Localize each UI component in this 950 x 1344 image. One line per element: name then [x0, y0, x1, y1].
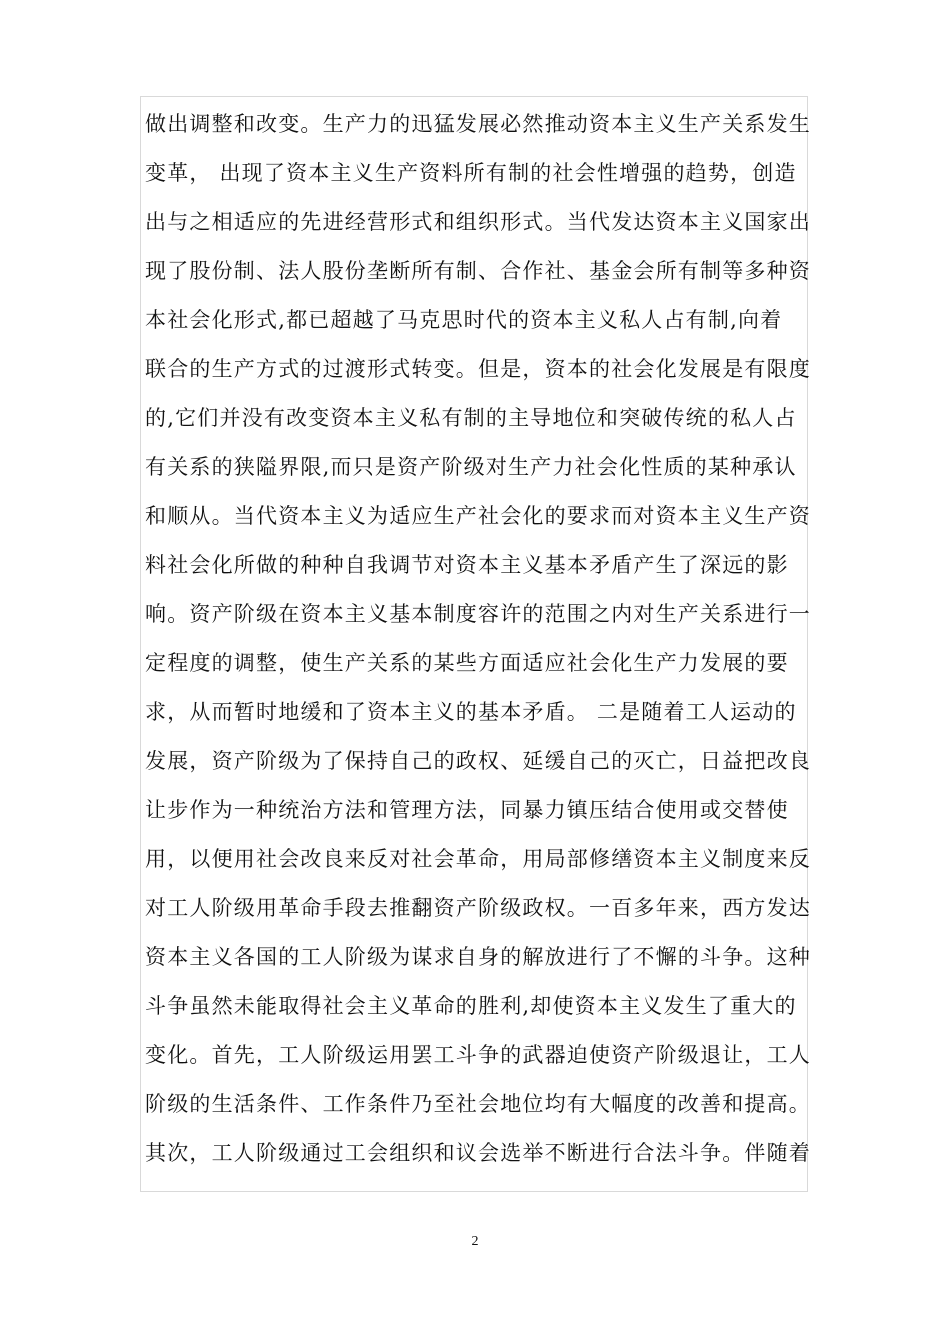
text-line: 斗争虽然未能取得社会主义革命的胜利,却使资本主义发生了重大的 [145, 994, 797, 1018]
text-line: 其次，工人阶级通过工会组织和议会选举不断进行合法斗争。伴随着 [145, 1141, 811, 1165]
text-line: 定程度的调整，使生产关系的某些方面适应社会化生产力发展的要 [145, 651, 789, 675]
text-line: 做出调整和改变。生产力的迅猛发展必然推动资本主义生产关系发生 [145, 112, 811, 136]
text-line: 和顺从。当代资本主义为适应生产社会化的要求而对资本主义生产资 [145, 504, 811, 528]
text-line: 资本主义各国的工人阶级为谋求自身的解放进行了不懈的斗争。这种 [145, 945, 811, 969]
text-line: 出与之相适应的先进经营形式和组织形式。当代发达资本主义国家出 [145, 210, 811, 234]
text-line: 变革， 出现了资本主义生产资料所有制的社会性增强的趋势，创造 [145, 161, 797, 185]
text-line: 用，以便用社会改良来反对社会革命，用局部修缮资本主义制度来反 [145, 847, 811, 871]
text-line: 求，从而暂时地缓和了资本主义的基本矛盾。 二是随着工人运动的 [145, 700, 797, 724]
text-line: 发展，资产阶级为了保持自己的政权、延缓自己的灭亡，日益把改良 [145, 749, 811, 773]
page-number: 2 [471, 1234, 479, 1249]
text-line: 阶级的生活条件、工作条件乃至社会地位均有大幅度的改善和提高。 [145, 1092, 811, 1116]
text-line: 有关系的狭隘界限,而只是资产阶级对生产力社会化性质的某种承认 [145, 455, 797, 479]
text-line: 的,它们并没有改变资本主义私有制的主导地位和突破传统的私人占 [145, 406, 797, 430]
text-line: 变化。首先，工人阶级运用罢工斗争的武器迫使资产阶级退让，工人 [145, 1043, 811, 1067]
text-line: 料社会化所做的种种自我调节对资本主义基本矛盾产生了深远的影 [145, 553, 789, 577]
text-line: 现了股份制、法人股份垄断所有制、合作社、基金会所有制等多种资 [145, 259, 811, 283]
text-line: 让步作为一种统治方法和管理方法，同暴力镇压结合使用或交替使 [145, 798, 789, 822]
body-text [145, 100, 825, 1178]
text-line: 响。资产阶级在资本主义基本制度容许的范围之内对生产关系进行一 [145, 602, 811, 626]
text-line: 联合的生产方式的过渡形式转变。但是，资本的社会化发展是有限度 [145, 357, 811, 381]
text-line: 本社会化形式,都已超越了马克思时代的资本主义私人占有制,向着 [145, 308, 783, 332]
text-line: 对工人阶级用革命手段去推翻资产阶级政权。一百多年来，西方发达 [145, 896, 811, 920]
